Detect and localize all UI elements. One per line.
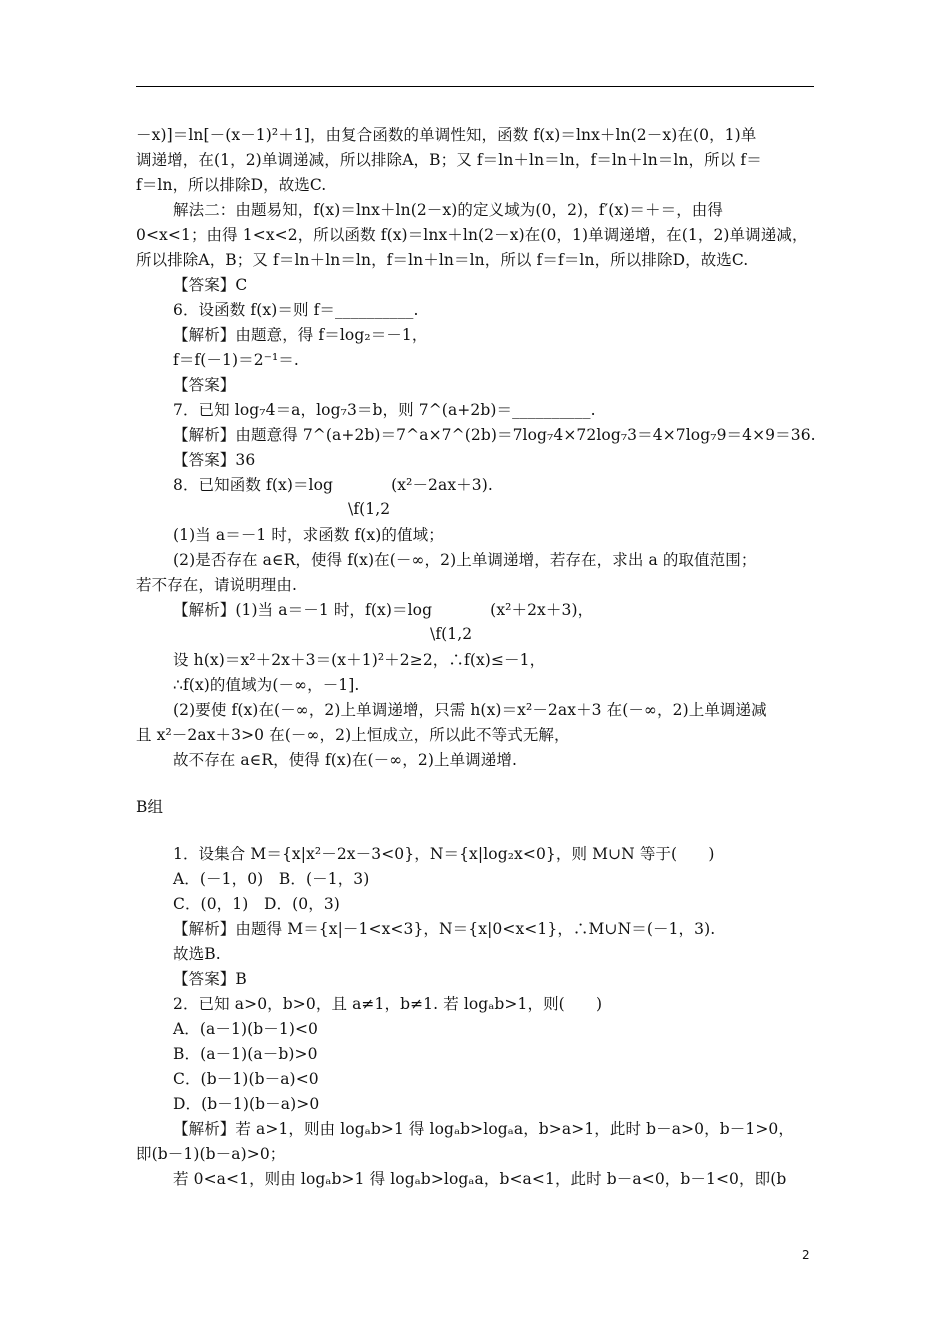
text-line: －x)]＝ln[－(x－1)²＋1]，由复合函数的单调性知，函数 f(x)＝lnx＋ln(2－x)在(0，1)单 [136,126,757,144]
analysis-label: 【解析】若 a>1，则由 logₐb>1 得 logₐb>logₐa，b>a>1，此时 b－a>0，b－1>0， [173,1120,794,1138]
option-c: C．(b－1)(b－a)<0 [173,1070,319,1088]
answer-label: 【答案】C [173,276,248,294]
answer-label: 【答案】36 [173,451,256,469]
question-8 [136,473,816,523]
option-line: A．(－1，0) B．(－1，3) [173,870,370,888]
formula-tail: (x²＋2x＋3)， [490,601,594,619]
formula-lead: 【解析】(1)当 a＝－1 时，f(x)＝log [173,601,433,619]
header-rule [136,86,814,87]
analysis-label: 【解析】由题意得 7^(a+2b)＝7^a×7^(2b)＝7log₇4×72log₇3＝4×7log₇9＝4×9＝36. [173,426,816,444]
formula-tail: (x²－2ax＋3). [391,476,493,494]
question-6: 6．设函数 f(x)＝则 f＝__________. [173,301,419,319]
option-b: B．(a－1)(a－b)>0 [173,1045,318,1063]
question-b2: 2．已知 a>0，b>0，且 a≠1，b≠1. 若 logₐb>1，则( ) [173,995,603,1013]
text-line: 故选B. [173,945,221,963]
document-body [136,123,816,1192]
text-line: f＝f(－1)＝2⁻¹＝. [173,351,299,369]
answer-label: 【答案】B [173,970,247,988]
text-line: f＝ln，所以排除D，故选C. [136,176,327,194]
text-line: 解法二：由题易知，f(x)＝lnx＋ln(2－x)的定义域为(0，2)，f′(x)＝＋＝，由得 [173,201,724,219]
analysis-8 [136,598,816,648]
formula-lead: 8．已知函数 f(x)＝log [173,476,334,494]
text-line: 所以排除A，B；又 f＝ln＋ln＝ln，f＝ln＋ln＝ln，所以 f＝f＝ln，所以排除D，故选C. [136,251,749,269]
question-7: 7．已知 log₇4＝a，log₇3＝b，则 7^(a+2b)＝__________. [173,401,596,419]
analysis-label: 【解析】由题得 M＝{x|－1<x<3}，N＝{x|0<x<1}，∴M∪N＝(－1，3). [173,920,716,938]
option-a: A．(a－1)(b－1)<0 [173,1020,319,1038]
option-d: D．(b－1)(b－a)>0 [173,1095,320,1113]
analysis-label: 【解析】由题意，得 f＝log₂＝－1， [173,326,428,344]
text-line: 故不存在 a∈R，使得 f(x)在(－∞，2)上单调递增. [173,751,518,769]
page-number: 2 [802,1248,810,1262]
text-line: ∴f(x)的值域为(－∞，－1]. [173,676,360,694]
formula-text [173,598,593,623]
text-line: (2)要使 f(x)在(－∞，2)上单调递增，只需 h(x)＝x²－2ax＋3 在(－∞，2)上单调递减 [173,701,767,719]
text-line: 即(b－1)(b－a)>0； [136,1145,286,1163]
text-line: (1)当 a＝－1 时，求函数 f(x)的值域； [173,526,444,544]
answer-label: 【答案】 [173,376,236,394]
text-line: 0<x<1；由得 1<x<2，所以函数 f(x)＝lnx＋ln(2－x)在(0，1)单调递增，在(1，2)单调递减， [136,226,808,244]
text-line: 设 h(x)＝x²＋2x＋3＝(x＋1)²＋2≥2，∴f(x)≤－1， [173,651,546,669]
formula-text [173,473,493,498]
formula-fragment: \f(1,2 [348,500,391,518]
option-line: C．(0，1) D．(0，3) [173,895,340,913]
formula-fragment: \f(1,2 [430,625,473,643]
section-heading: B组 [136,798,164,816]
text-line: 调递增，在(1，2)单调递减，所以排除A，B；又 f＝ln＋ln＝ln，f＝ln＋ln＝ln，所以 f＝ [136,151,762,169]
text-line: (2)是否存在 a∈R，使得 f(x)在(－∞，2)上单调递增，若存在，求出 a 的取值范围； [173,551,757,569]
text-line: 若 0<a<1，则由 logₐb>1 得 logₐb>logₐa，b<a<1，此时 b－a<0，b－1<0，即(b [173,1170,787,1188]
question-b1: 1．设集合 M＝{x|x²－2x－3<0}，N＝{x|log₂x<0}，则 M∪N 等于( ) [173,845,715,863]
text-line: 且 x²－2ax＋3>0 在(－∞，2)上恒成立，所以此不等式无解， [136,726,570,744]
text-line: 若不存在，请说明理由. [136,576,298,594]
